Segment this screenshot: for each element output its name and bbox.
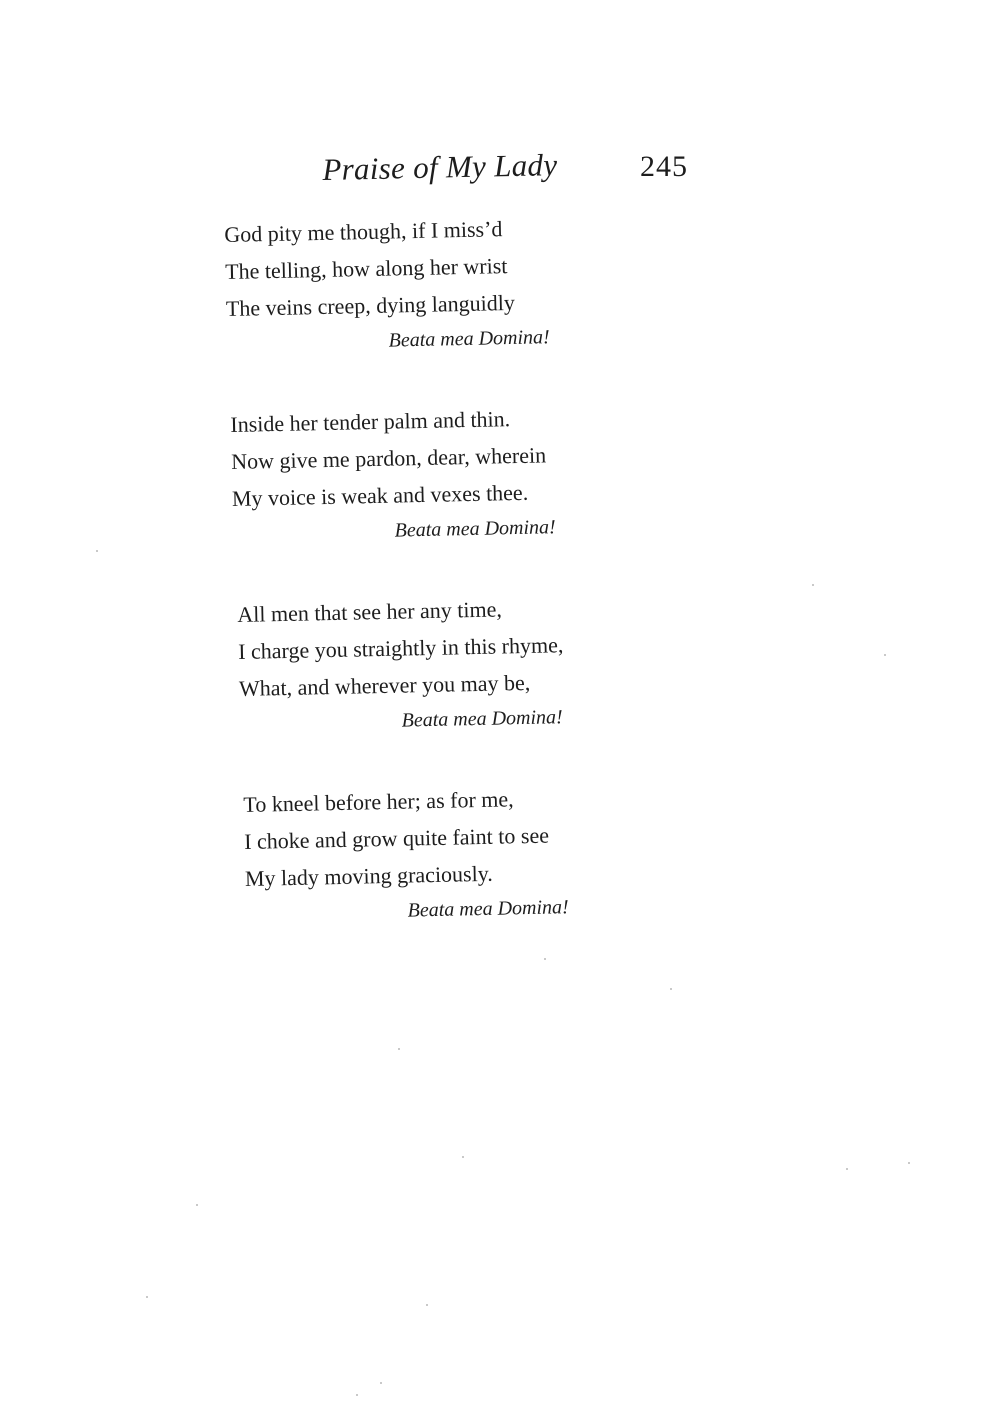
scan-speck <box>462 1156 464 1158</box>
stanza-3 <box>237 587 660 741</box>
refrain-line: Beata mea Domina! <box>388 326 550 352</box>
poem-line: God pity me though, if I miss’d <box>224 216 503 247</box>
scan-speck <box>398 1048 400 1050</box>
poem-line: I choke and grow quite faint to see <box>243 822 550 854</box>
scan-speck <box>96 550 98 552</box>
stanza-1 <box>224 207 647 361</box>
poem-line: I charge you straightly in this rhyme, <box>237 632 564 664</box>
stanza-4 <box>243 777 666 931</box>
scan-speck <box>670 988 672 990</box>
refrain-line: Beata mea Domina! <box>401 706 563 732</box>
refrain-line: Beata mea Domina! <box>394 516 556 542</box>
scan-speck <box>146 1296 148 1298</box>
poem-line: My voice is weak and vexes thee. <box>231 479 529 511</box>
poem-line: My lady moving graciously. <box>244 860 494 891</box>
poem-line: To kneel before her; as for me, <box>243 786 514 817</box>
running-title: Praise of My Lady <box>322 147 558 187</box>
scan-speck <box>812 584 814 586</box>
poem-line: Now give me pardon, dear, wherein <box>230 442 547 474</box>
scan-speck <box>426 1304 428 1306</box>
scan-speck <box>884 654 886 656</box>
poem-line: Inside her tender palm and thin. <box>230 406 511 437</box>
stanza-2 <box>230 397 653 551</box>
scan-speck <box>196 1204 198 1206</box>
refrain-line: Beata mea Domina! <box>407 896 569 922</box>
scan-speck <box>908 1162 910 1164</box>
poem-line: The telling, how along her wrist <box>224 253 508 284</box>
scan-speck <box>544 958 546 960</box>
page-number: 245 <box>640 150 688 183</box>
scan-speck <box>380 1382 382 1384</box>
poem-line: What, and wherever you may be, <box>238 669 531 701</box>
poem-line: All men that see her any time, <box>237 596 503 627</box>
scan-speck <box>846 1168 848 1170</box>
scan-speck <box>356 1394 358 1396</box>
poem-line: The veins creep, dying languidly <box>225 289 516 321</box>
